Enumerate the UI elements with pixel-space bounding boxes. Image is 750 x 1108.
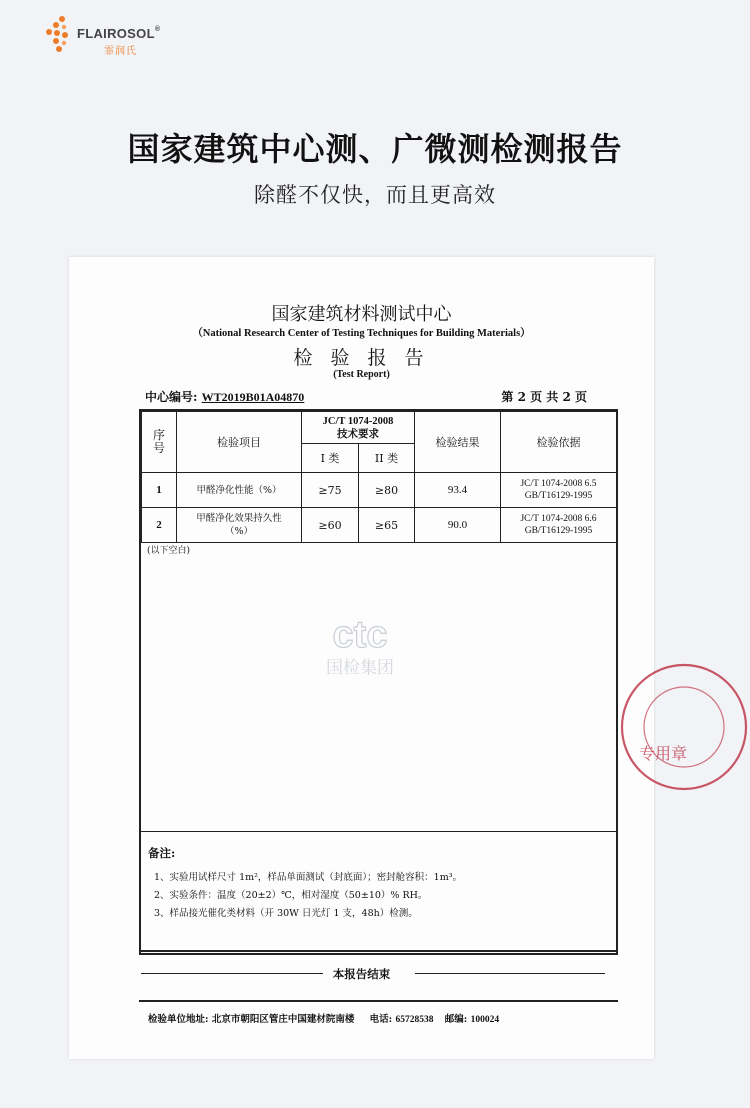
watermark-text: 国检集团 bbox=[326, 658, 394, 678]
header-standard: JC/T 1074-2008 bbox=[322, 415, 394, 427]
header-class-1: I 类 bbox=[302, 444, 359, 473]
row-basis bbox=[501, 473, 617, 508]
row-basis-line-2: GB/T16129-1995 bbox=[524, 526, 593, 536]
row-basis bbox=[501, 508, 617, 543]
phone-value: 65728538 bbox=[395, 1015, 434, 1025]
row-item-line-2: （%） bbox=[224, 526, 254, 537]
brand-name: FLAIROSOL® bbox=[77, 26, 161, 41]
page-info: 第 2 页 共 2 页 bbox=[501, 390, 587, 404]
table-row bbox=[142, 508, 617, 543]
page-headline: 国家建筑中心测、广微测检测报告 bbox=[127, 130, 623, 168]
header-result: 检验结果 bbox=[415, 412, 501, 473]
row-basis-line-1: JC/T 1074-2008 6.6 bbox=[520, 514, 597, 524]
address-value: 北京市朝阳区管庄中国建材院南楼 bbox=[211, 1014, 355, 1025]
report-footer bbox=[148, 1011, 499, 1025]
red-seal-stamp bbox=[609, 647, 688, 807]
row-item: 甲醛净化性能（%） bbox=[177, 473, 302, 508]
header-class-2: II 类 bbox=[359, 444, 415, 473]
report-end-text: 本报告结束 bbox=[332, 967, 391, 981]
end-divider-right bbox=[415, 973, 605, 974]
remarks-box bbox=[139, 831, 618, 955]
institution-name-zh: 国家建筑材料测试中心 bbox=[271, 304, 452, 325]
row-seq: 2 bbox=[142, 508, 177, 543]
header-tech-requirements bbox=[302, 412, 415, 444]
page-subheadline: 除醛不仅快，而且更高效 bbox=[254, 183, 496, 207]
header-item: 检验项目 bbox=[177, 412, 302, 473]
row-basis-line-2: GB/T16129-1995 bbox=[524, 491, 593, 501]
institution-name-en: （National Research Center of Testing Techniques for Building Materials） bbox=[192, 328, 531, 339]
brand-chinese-name: 霏润氏 bbox=[104, 46, 137, 57]
header-seq: 序号 bbox=[142, 412, 177, 473]
table-row bbox=[142, 473, 617, 508]
remarks-title: 备注: bbox=[148, 846, 176, 860]
center-code-value: WT2019B01A04870 bbox=[201, 390, 305, 404]
remark-item: 1、实验用试样尺寸 1m²，样品单面测试（封底面）；密封舱容积：1m³。 bbox=[154, 872, 463, 883]
row-result: 90.0 bbox=[415, 508, 501, 543]
brand-logo bbox=[44, 13, 174, 59]
header-tech-req: 技术要求 bbox=[337, 427, 379, 440]
center-code-label: 中心编号: bbox=[145, 390, 198, 404]
dot-cluster-logo-icon bbox=[44, 13, 70, 59]
row-item-line-1: 甲醛净化效果持久性 bbox=[196, 513, 282, 524]
center-code bbox=[145, 388, 304, 405]
report-title-en: (Test Report) bbox=[333, 369, 390, 380]
svg-text:ctc: ctc bbox=[332, 614, 388, 656]
row-class-1: ≥60 bbox=[302, 508, 359, 543]
row-class-1: ≥75 bbox=[302, 473, 359, 508]
row-basis-line-1: JC/T 1074-2008 6.5 bbox=[520, 479, 597, 489]
remark-item: 3、样品接光催化类材料（开 30W 日光灯 1 支，48h）检测。 bbox=[154, 908, 418, 919]
postcode-label: 邮编: bbox=[444, 1014, 468, 1025]
row-item bbox=[177, 508, 302, 543]
row-result: 93.4 bbox=[415, 473, 501, 508]
blank-below-note: (以下空白) bbox=[147, 546, 191, 556]
header-basis: 检验依据 bbox=[501, 412, 617, 473]
results-table bbox=[141, 411, 617, 543]
address-label: 检验单位地址: bbox=[148, 1014, 209, 1025]
seal-text: 专用章 bbox=[639, 744, 688, 763]
row-class-2: ≥65 bbox=[359, 508, 415, 543]
row-class-2: ≥80 bbox=[359, 473, 415, 508]
phone-label: 电话: bbox=[369, 1014, 393, 1025]
registered-mark: ® bbox=[154, 26, 161, 33]
postcode-value: 100024 bbox=[470, 1015, 500, 1025]
remark-item: 2、实验条件：温度（20±2）℃，相对湿度（50±10）% RH。 bbox=[154, 890, 428, 901]
row-seq: 1 bbox=[142, 473, 177, 508]
test-report-document bbox=[69, 257, 688, 1059]
footer-rule bbox=[139, 1000, 618, 1002]
report-title-zh: 检 验 报 告 bbox=[293, 347, 430, 369]
